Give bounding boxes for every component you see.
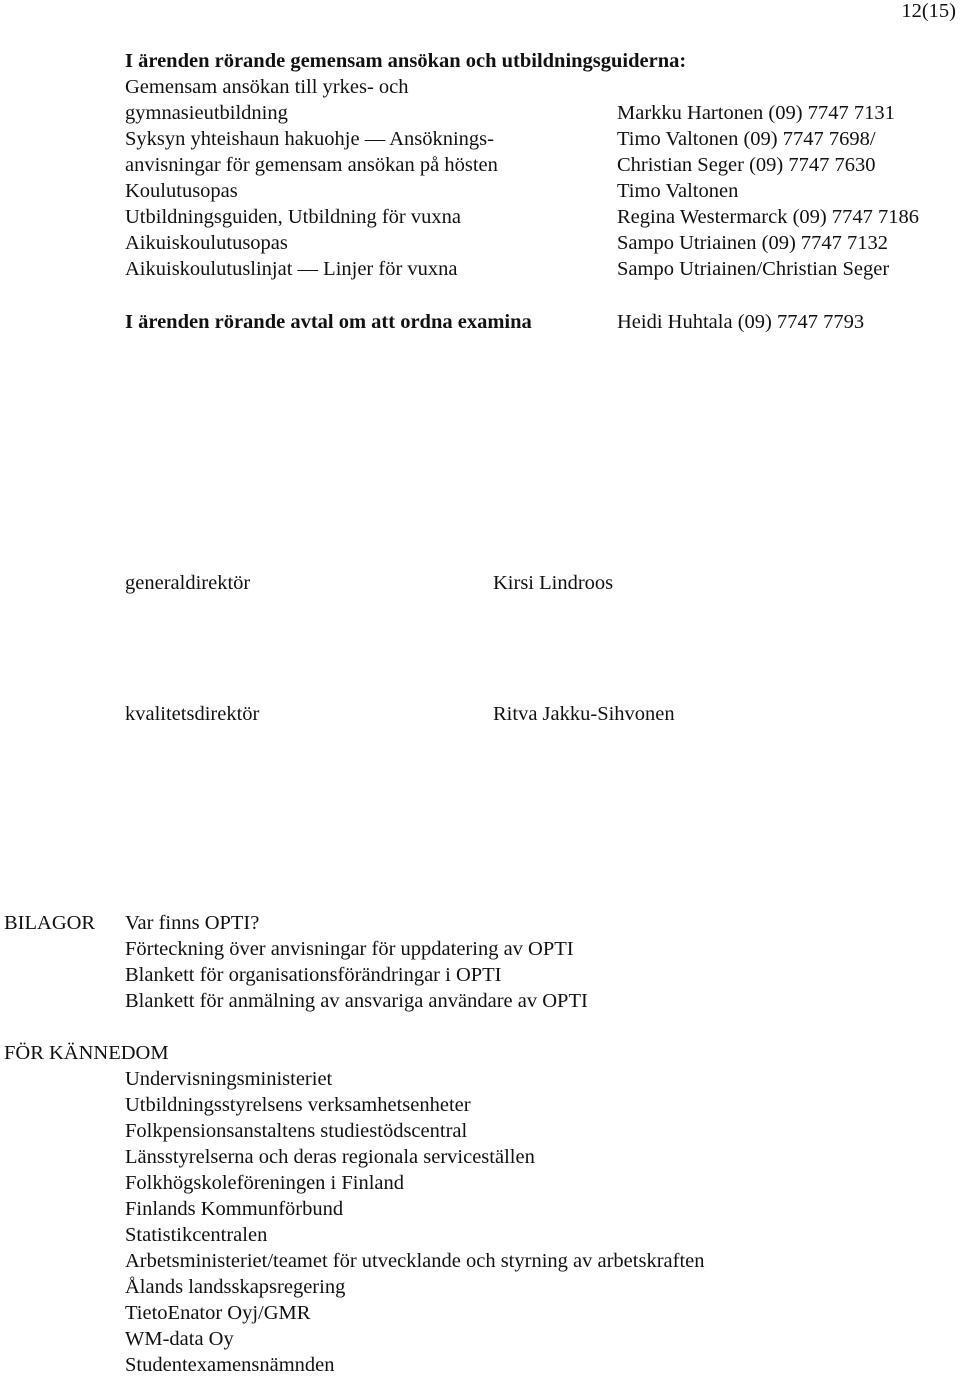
recipient-item: Finlands Kommunförbund — [125, 1198, 344, 1220]
contact-row-topic: Gemensam ansökan till yrkes- och — [125, 76, 409, 98]
recipient-item: Länsstyrelserna och deras regionala serviceställen — [125, 1146, 535, 1168]
recipient-item: Utbildningsstyrelsens verksamhetsenheter — [125, 1094, 471, 1116]
recipient-item: Statistikcentralen — [125, 1224, 268, 1246]
bilagor-item: Blankett för anmälning av ansvariga användare av OPTI — [125, 990, 588, 1012]
contact-row-topic: Syksyn yhteishaun hakuohje — Ansöknings- — [125, 128, 494, 150]
contact-row-person: Sampo Utriainen (09) 7747 7132 — [617, 232, 889, 254]
examina-contact: Heidi Huhtala (09) 7747 7793 — [617, 311, 865, 333]
signature-name: Ritva Jakku-Sihvonen — [493, 703, 675, 725]
contact-row-person: Timo Valtonen (09) 7747 7698/ — [617, 128, 876, 150]
contact-row-person: Sampo Utriainen/Christian Seger — [617, 258, 890, 280]
recipient-item: Arbetsministeriet/teamet för utvecklande och styrning av arbetskraften — [125, 1250, 705, 1272]
contacts-heading: I ärenden rörande gemensam ansökan och utbildningsguiderna: — [125, 50, 687, 72]
signature-title: generaldirektör — [125, 572, 251, 594]
recipient-item: Undervisningsministeriet — [125, 1068, 333, 1090]
signature-title: kvalitetsdirektör — [125, 703, 260, 725]
for-kannedom-label: FÖR KÄNNEDOM — [4, 1042, 169, 1064]
contact-row-topic: Aikuiskoulutusopas — [125, 232, 288, 254]
bilagor-item: Blankett för organisationsförändringar i OPTI — [125, 964, 502, 986]
bilagor-item: Förteckning över anvisningar för uppdatering av OPTI — [125, 938, 574, 960]
contact-row-topic: gymnasieutbildning — [125, 102, 288, 124]
recipient-item: Folkpensionsanstaltens studiestödscentral — [125, 1120, 468, 1142]
page-number: 12(15) — [901, 0, 956, 22]
recipient-item: Studentexamensnämnden — [125, 1354, 335, 1376]
examina-heading: I ärenden rörande avtal om att ordna examina — [125, 311, 532, 333]
contact-row-person: Regina Westermarck (09) 7747 7186 — [617, 206, 919, 228]
bilagor-label: BILAGOR — [4, 912, 96, 934]
contact-row-person: Markku Hartonen (09) 7747 7131 — [617, 102, 895, 124]
recipient-item: TietoEnator Oyj/GMR — [125, 1302, 311, 1324]
contact-row-topic: anvisningar för gemensam ansökan på hösten — [125, 154, 498, 176]
signature-name: Kirsi Lindroos — [493, 572, 614, 594]
contact-row-topic: Aikuiskoulutuslinjat — Linjer för vuxna — [125, 258, 458, 280]
recipient-item: Folkhögskoleföreningen i Finland — [125, 1172, 405, 1194]
recipient-item: Ålands landsskapsregering — [125, 1276, 346, 1298]
contact-row-person: Timo Valtonen — [617, 180, 739, 202]
contact-row-person: Christian Seger (09) 7747 7630 — [617, 154, 876, 176]
contact-row-topic: Koulutusopas — [125, 180, 238, 202]
recipient-item: WM-data Oy — [125, 1328, 234, 1350]
bilagor-item: Var finns OPTI? — [125, 912, 260, 934]
contact-row-topic: Utbildningsguiden, Utbildning för vuxna — [125, 206, 461, 228]
